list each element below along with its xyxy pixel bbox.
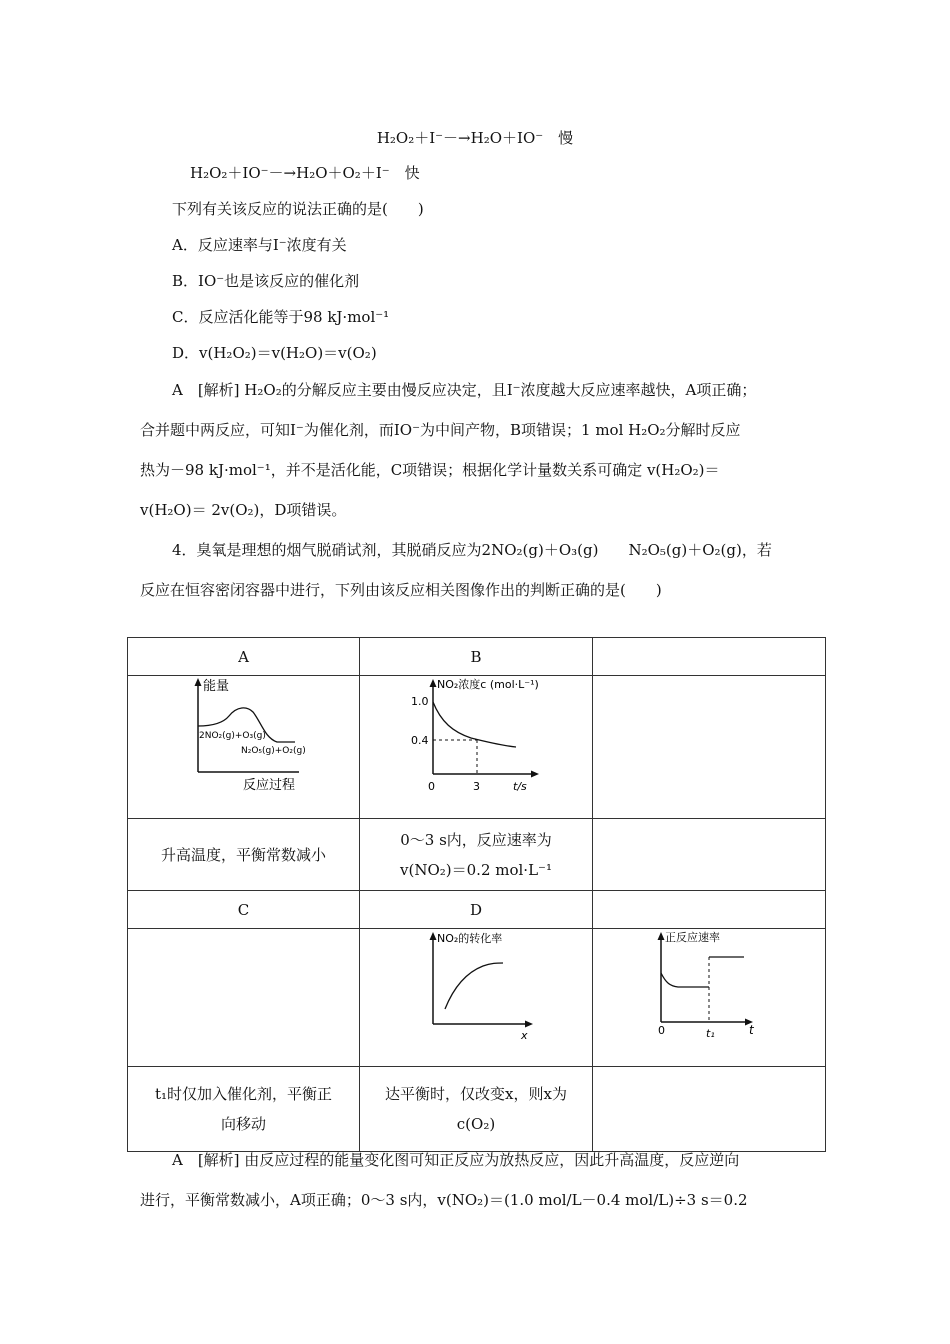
empty-cell-3	[128, 929, 360, 1067]
analysis-4-line-1: A [解析] 由反应过程的能量变化图可知正反应为放热反应，因此升高温度，反应逆向	[172, 1151, 740, 1169]
concentration-graph	[361, 676, 592, 814]
empty-cell-4	[593, 1067, 826, 1152]
graph-d-cell	[360, 929, 593, 1067]
analysis-3-line-4: v(H₂O)＝ 2v(O₂)，D项错误。	[140, 501, 347, 519]
header-b: B	[360, 638, 593, 676]
header-empty-2	[593, 891, 826, 929]
conversion-graph	[361, 929, 592, 1062]
option-b: B．IO⁻也是该反应的催化剂	[172, 272, 360, 290]
empty-cell-2	[593, 819, 826, 891]
conversion-axis-label: NO₂的转化率	[436, 932, 502, 945]
tick-0-4: 0.4	[410, 734, 428, 747]
text-a-cell	[128, 819, 360, 891]
tick-3: 3	[472, 780, 480, 793]
analysis-4-line-2: 进行，平衡常数减小，A项正确；0～3 s内，v(NO₂)＝(1.0 mol/L－0.4 mol/L)÷3 s＝0.2	[140, 1191, 748, 1209]
empty-cell-1	[593, 676, 826, 819]
header-empty-1	[593, 638, 826, 676]
text-d-cell	[360, 1067, 593, 1152]
header-a: A	[128, 638, 360, 676]
text-d-line-1: 达平衡时，仅改变x，则x为	[385, 1085, 567, 1103]
text-b-line-1: 0～3 s内，反应速率为	[400, 830, 552, 849]
concentration-axis-label: NO₂浓度c (mol·L⁻¹)	[436, 678, 539, 691]
graph-a-cell	[128, 676, 360, 819]
text-b-line-2: v(NO₂)＝0.2 mol·L⁻¹	[400, 860, 552, 879]
graph-e-cell	[593, 929, 826, 1067]
reaction-process-label: 反应过程	[242, 778, 295, 793]
analysis-3-line-2: 合并题中两反应，可知I⁻为催化剂，而IO⁻为中间产物，B项错误；1 mol H₂O₂分解时反应	[140, 421, 741, 439]
text-c-line-1: t₁时仅加入催化剂，平衡正	[154, 1085, 333, 1103]
header-c: C	[128, 891, 360, 929]
t1-label: t₁	[705, 1027, 715, 1040]
question-4-line-1: 4．臭氧是理想的烟气脱硝试剂，其脱硝反应为2NO₂(g)＋O₃(g) N₂O₅(g)＋O₂(g)，若	[172, 541, 772, 559]
text-d-line-2: c(O₂)	[456, 1115, 496, 1133]
energy-diagram	[129, 676, 359, 814]
conversion-curve	[445, 963, 503, 1009]
text-a: 升高温度，平衡常数减小	[160, 846, 326, 864]
equation-fast: H₂O₂＋IO⁻－→H₂O＋O₂＋I⁻ 快	[190, 164, 420, 182]
text-b-cell	[360, 819, 593, 891]
analysis-3-line-3: 热为－98 kJ·mol⁻¹，并不是活化能，C项错误；根据化学计量数关系可确定 v(H₂O₂)＝	[140, 461, 720, 479]
equation-slow: H₂O₂＋I⁻－→H₂O＋IO⁻ 慢	[376, 129, 574, 147]
energy-axis-label: 能量	[202, 679, 229, 694]
time-axis-label: t/s	[512, 780, 527, 793]
tick-1-0: 1.0	[410, 695, 428, 708]
rate-axis-label: 正反应速率	[664, 931, 720, 944]
option-c: C．反应活化能等于98 kJ·mol⁻¹	[172, 308, 390, 326]
text-c-line-2: 向移动	[220, 1115, 266, 1133]
header-d: D	[360, 891, 593, 929]
option-a: A．反应速率与I⁻浓度有关	[172, 236, 347, 254]
options-table	[127, 637, 826, 1152]
t-axis-label: t	[748, 1023, 754, 1037]
graph-b-cell	[360, 676, 593, 819]
x-axis-label: x	[520, 1029, 528, 1042]
analysis-3-line-1: A [解析] H₂O₂的分解反应主要由慢反应决定，且I⁻浓度越大反应速率越快，A项正确；	[172, 381, 757, 399]
rate-curve-before	[661, 973, 709, 987]
reactants-label: 2NO₂(g)+O₃(g)	[198, 731, 266, 741]
option-d: D．v(H₂O₂)＝v(H₂O)＝v(O₂)	[172, 344, 377, 362]
question-3-stem: 下列有关该反应的说法正确的是( )	[172, 200, 424, 218]
text-c-cell	[128, 1067, 360, 1152]
products-label: N₂O₅(g)+O₂(g)	[240, 746, 306, 756]
rate-origin-label: 0	[657, 1024, 665, 1037]
origin-label: 0	[427, 780, 435, 793]
question-4-line-2: 反应在恒容密闭容器中进行，下列由该反应相关图像作出的判断正确的是( )	[140, 581, 662, 599]
rate-graph	[594, 929, 825, 1062]
